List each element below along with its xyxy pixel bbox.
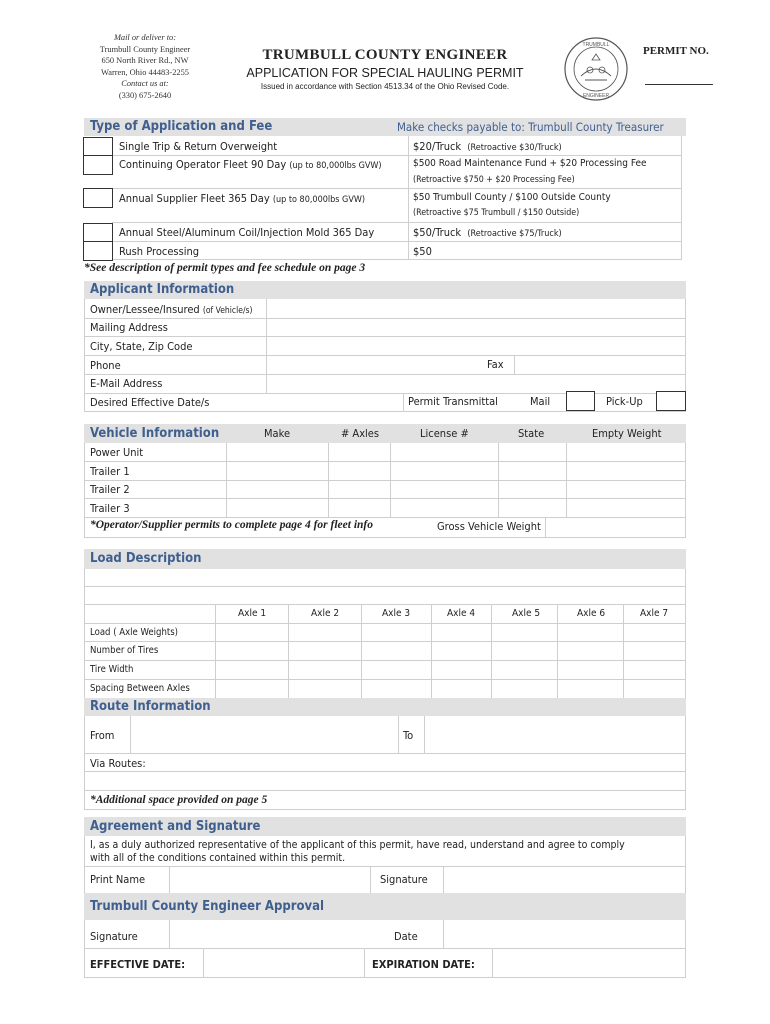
office-phone: (330) 675-2640 — [118, 90, 172, 100]
axle-grid-fields[interactable] — [216, 624, 685, 698]
option-annual-supplier-gvw: (up to 80,000lbs GVW) — [272, 195, 366, 205]
owner-label-text: Owner/Lessee/Insured — [90, 303, 200, 316]
vehicle-section-title: Vehicle Information — [90, 426, 220, 441]
expiration-date-label: EXPIRATION DATE: — [372, 958, 475, 971]
checkbox-mail[interactable] — [566, 391, 595, 411]
svg-text:ENGINEER: ENGINEER — [582, 93, 610, 99]
gross-vehicle-weight-field[interactable] — [546, 518, 685, 537]
owner-label-small: (of Vehicle/s) — [202, 306, 253, 316]
checkbox-annual-steel[interactable] — [83, 223, 113, 243]
permit-transmittal-label: Permit Transmittal — [408, 395, 498, 408]
form-subtitle: APPLICATION FOR SPECIAL HAULING PERMIT — [246, 66, 524, 80]
checkbox-rush[interactable] — [83, 241, 113, 261]
office-name: Trumbull County Engineer — [99, 44, 191, 54]
type-section-header — [84, 118, 686, 136]
applicant-section-header — [84, 281, 686, 299]
agreement-text-line-1: I, as a duly authorized representative of the applicant of this permit, have read, understand and agree to comply — [90, 839, 625, 851]
axle-6-header: Axle 6 — [577, 608, 606, 619]
mailing-address-label: Mailing Address — [90, 321, 168, 334]
office-street: 650 North River Rd., NW — [101, 56, 189, 66]
option-continuing-operator — [119, 158, 382, 171]
fee-annual-steel-retro: (Retroactive $75/Truck) — [467, 229, 562, 239]
axle-5-header: Axle 5 — [512, 608, 541, 619]
axle-1-header: Axle 1 — [238, 608, 267, 619]
vehicle-row-trailer-2: Trailer 2 — [90, 483, 130, 496]
transmittal-pickup-label: Pick-Up — [606, 395, 643, 408]
vehicle-col-license: License # — [420, 427, 469, 440]
effective-dates-label: Desired Effective Date/s — [90, 396, 210, 409]
applicant-section-title: Applicant Information — [90, 282, 235, 297]
city-state-zip-label: City, State, Zip Code — [90, 340, 193, 353]
approval-date-label: Date — [394, 930, 418, 943]
checks-payable: Make checks payable to: Trumbull County Treasurer — [397, 120, 664, 134]
fee-single-trip — [413, 140, 562, 153]
permit-no-label: PERMIT NO. — [643, 45, 709, 57]
fee-annual-steel-amount: $50/Truck — [413, 226, 462, 239]
route-section-title: Route Information — [90, 699, 211, 714]
issued-note: Issued in accordance with Section 4513.34 of the Ohio Revised Code. — [260, 82, 510, 91]
mail-or-deliver: Mail or deliver to: — [113, 33, 177, 42]
fee-single-trip-retro: (Retroactive $30/Truck) — [467, 143, 562, 153]
print-name-field[interactable] — [170, 867, 370, 893]
vehicle-grid-fields[interactable] — [227, 444, 685, 517]
route-from-label: From — [90, 729, 115, 742]
agreement-section-title: Agreement and Signature — [90, 819, 261, 834]
route-to-field[interactable] — [425, 717, 685, 753]
fee-annual-supplier-retro: (Retroactive $75 Trumbull / $150 Outside) — [413, 208, 580, 218]
engineer-signature-field[interactable] — [170, 921, 370, 948]
option-continuing-operator-label: Continuing Operator Fleet 90 Day — [119, 158, 287, 171]
option-continuing-operator-gvw: (up to 80,000lbs GVW) — [289, 161, 382, 171]
applicant-signature-label: Signature — [380, 873, 428, 886]
fax-label: Fax — [487, 358, 504, 371]
fee-annual-supplier: $50 Trumbull County / $100 Outside County — [413, 192, 611, 203]
vehicle-col-state: State — [518, 427, 545, 440]
checkbox-continuing-operator[interactable] — [83, 155, 113, 175]
route-section-header — [84, 698, 686, 716]
option-annual-supplier — [119, 192, 365, 205]
city-state-zip-field[interactable] — [267, 337, 685, 355]
vehicle-row-trailer-1: Trailer 1 — [90, 465, 130, 478]
load-row-number-tires: Number of Tires — [90, 645, 159, 656]
load-row-tire-width: Tire Width — [90, 664, 134, 675]
phone-label: Phone — [90, 359, 121, 372]
checkbox-annual-supplier[interactable] — [83, 188, 113, 208]
approval-section-title: Trumbull County Engineer Approval — [90, 899, 325, 914]
fee-continuing-operator-retro: (Retroactive $750 + $20 Processing Fee) — [413, 175, 575, 185]
option-annual-steel: Annual Steel/Aluminum Coil/Injection Mold 365 Day — [119, 226, 375, 239]
fee-annual-steel — [413, 226, 562, 239]
contact-label: Contact us at: — [121, 79, 169, 89]
route-to-label: To — [403, 729, 414, 742]
checkbox-pickup[interactable] — [656, 391, 686, 411]
axle-4-header: Axle 4 — [447, 608, 476, 619]
owner-field[interactable] — [267, 300, 685, 317]
additional-space-note: *Additional space provided on page 5 — [90, 794, 268, 806]
fee-schedule-note: *See description of permit types and fee schedule on page 3 — [84, 262, 366, 274]
approval-section-header — [84, 893, 686, 920]
fax-field[interactable] — [515, 356, 685, 374]
vehicle-col-empty-weight: Empty Weight — [592, 427, 662, 440]
axle-7-header: Axle 7 — [640, 608, 669, 619]
email-label: E-Mail Address — [90, 377, 163, 390]
type-section-title: Type of Application and Fee — [90, 119, 273, 134]
axle-3-header: Axle 3 — [382, 608, 411, 619]
transmittal-mail-label: Mail — [530, 395, 551, 408]
phone-field[interactable] — [267, 356, 482, 374]
fee-single-trip-amount: $20/Truck — [413, 140, 462, 153]
fee-rush: $50 — [413, 245, 432, 258]
expiration-date-field[interactable] — [493, 949, 685, 977]
option-single-trip: Single Trip & Return Overweight — [119, 140, 278, 153]
load-section-title: Load Description — [90, 551, 202, 566]
option-annual-supplier-label: Annual Supplier Fleet 365 Day — [119, 192, 270, 205]
via-routes-field[interactable] — [85, 772, 685, 790]
vehicle-col-axles: # Axles — [341, 427, 380, 440]
form-title: TRUMBULL COUNTY ENGINEER — [262, 47, 508, 63]
route-from-field[interactable] — [131, 717, 398, 753]
owner-label — [90, 303, 253, 316]
email-field[interactable] — [267, 375, 685, 393]
option-rush: Rush Processing — [119, 245, 200, 258]
approval-date-field[interactable] — [444, 921, 685, 948]
fleet-info-note: *Operator/Supplier permits to complete page 4 for fleet info — [90, 519, 374, 531]
vehicle-section-header — [84, 424, 686, 443]
fee-continuing-operator: $500 Road Maintenance Fund + $20 Processing Fee — [413, 158, 647, 169]
agreement-text-line-2: with all of the conditions contained within this permit. — [90, 852, 346, 864]
load-row-axle-weights: Load ( Axle Weights) — [90, 627, 179, 638]
via-routes-label: Via Routes: — [90, 757, 146, 770]
effective-date-label: EFFECTIVE DATE: — [90, 958, 186, 971]
mailing-address-field[interactable] — [267, 319, 685, 336]
vehicle-row-power-unit: Power Unit — [90, 446, 144, 459]
checkbox-single-trip[interactable] — [83, 137, 113, 157]
effective-date-field[interactable] — [204, 949, 364, 977]
gross-vehicle-weight-label: Gross Vehicle Weight — [437, 520, 541, 533]
svg-text:TRUMBULL: TRUMBULL — [582, 42, 610, 48]
office-city: Warren, Ohio 44483-2255 — [101, 67, 189, 77]
county-seal-icon — [563, 36, 629, 102]
applicant-signature-field[interactable] — [444, 867, 685, 893]
load-section-header — [84, 549, 686, 569]
engineer-signature-label: Signature — [90, 930, 138, 943]
load-description-field[interactable] — [85, 570, 685, 604]
axle-2-header: Axle 2 — [311, 608, 340, 619]
permit-no-field[interactable] — [645, 84, 713, 85]
print-name-label: Print Name — [90, 873, 146, 886]
vehicle-row-trailer-3: Trailer 3 — [90, 502, 130, 515]
load-row-axle-spacing: Spacing Between Axles — [90, 683, 190, 694]
vehicle-col-make: Make — [264, 427, 291, 440]
agreement-section-header — [84, 817, 686, 836]
mailing-block — [80, 32, 210, 102]
effective-dates-field[interactable] — [267, 394, 402, 411]
